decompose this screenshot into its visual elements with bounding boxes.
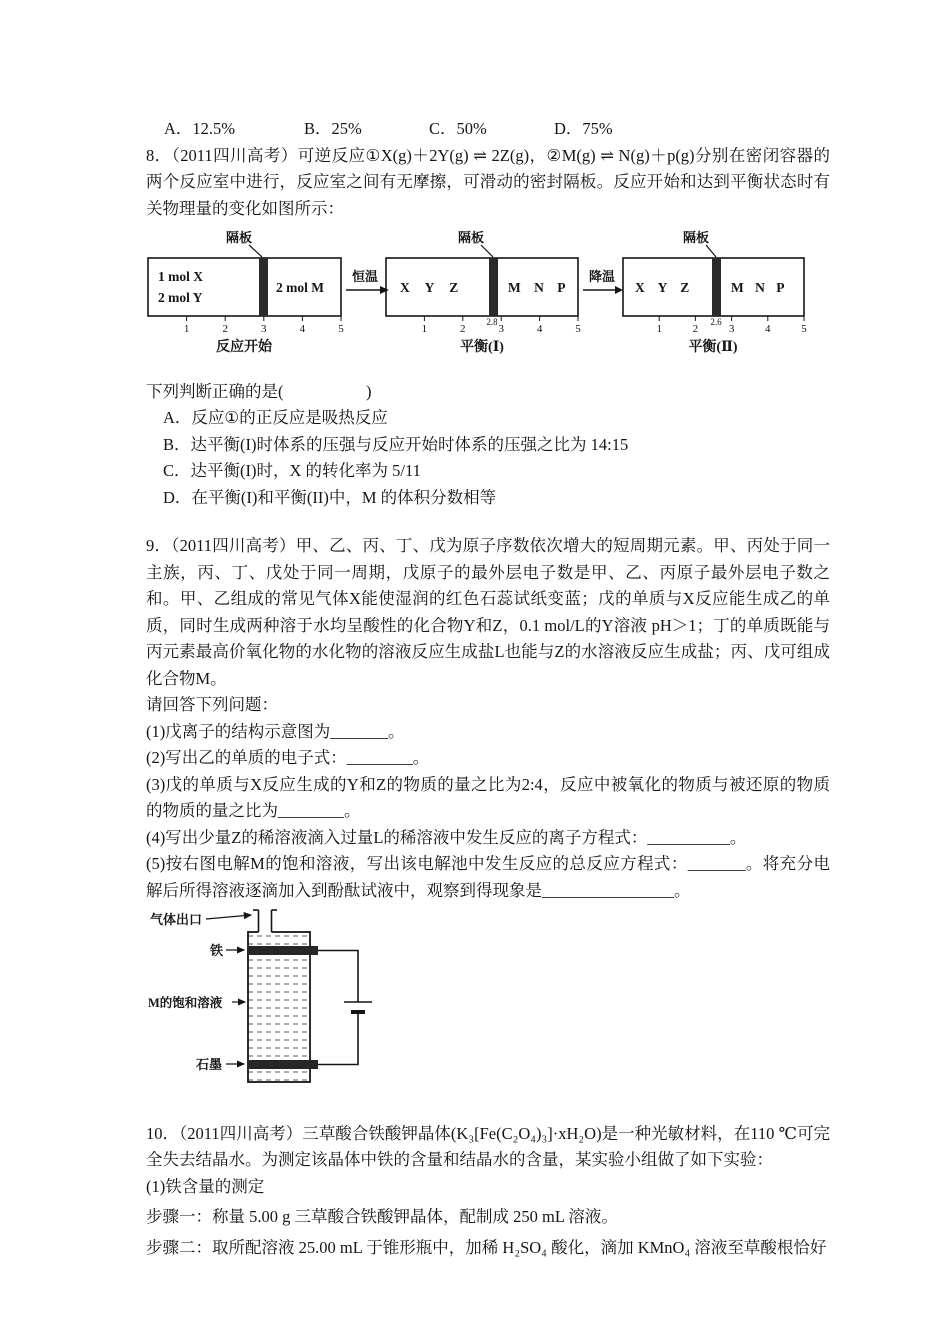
chamber-start — [148, 258, 344, 355]
svg-text:X Y Z: X Y Z — [400, 280, 465, 295]
svg-text:4: 4 — [765, 323, 771, 335]
q8-diagram — [146, 228, 830, 377]
svg-text:1: 1 — [183, 323, 190, 335]
svg-text:M N P: M N P — [731, 280, 789, 295]
prev-option-a: A．12.5% — [164, 119, 236, 138]
electrolysis-cell-figure — [148, 908, 398, 1098]
q9-stem: 9．（2011四川高考）甲、乙、丙、丁、戊为原子序数依次增大的短周期元素。甲、丙处于同一主族，丙、丁、戊处于同一周期，戊原子的最外层电子数是甲、乙、丙原子最外层电子数之和。甲、乙组成的常见气体X能使湿润的红色石蕊试纸变蓝；戊的单质与X反应能生成乙的单质，同时生成两种溶于水均呈酸性的化合物Y和Z，0.1 mol/L的Y溶液 pH＞1；丁的单质既能与丙元素最高价氧化物的水化物的溶液反应生成盐L也能与Z的水溶液反应生成盐；丙、戊可组成化合物M。 — [146, 536, 830, 688]
svg-text:2: 2 — [692, 323, 699, 335]
graphite-label — [196, 1057, 244, 1072]
gas-outlet-tube — [259, 910, 272, 933]
reaction-chambers-figure — [146, 228, 810, 368]
graphite-electrode — [249, 1060, 318, 1069]
svg-text:1 mol X: 1 mol X — [158, 269, 203, 284]
svg-text:气体出口: 气体出口 — [150, 912, 203, 927]
q8-option-c: C．达平衡(I)时，X 的转化率为 5/11 — [163, 461, 421, 480]
electrolysis-vessel — [248, 910, 310, 1082]
q10-steps — [146, 1204, 830, 1261]
prev-option-b: B．25% — [304, 119, 362, 138]
svg-text:铁: 铁 — [210, 943, 224, 958]
q9-subq1: (1)戊离子的结构示意图为_______。 — [146, 721, 405, 741]
gas-outlet-label — [150, 912, 251, 927]
q9-subq3: (3)戊的单质与X反应生成的Y和Z的物质的量之比为2:4，反应中被氧化的物质与被还原的物质的物质的量之比为________。 — [146, 774, 830, 820]
q9-diagram — [148, 908, 830, 1107]
svg-text:隔板: 隔板 — [226, 230, 253, 245]
svg-text:4: 4 — [536, 323, 543, 335]
svg-text:X Y Z: X Y Z — [635, 280, 695, 295]
chamber-start-caption: 反应开始 — [216, 340, 272, 355]
equilibrium-1-caption: 平衡(Ⅰ) — [460, 340, 504, 355]
svg-text:M N P: M N P — [508, 280, 571, 295]
partition-position-2: 2.6 — [710, 317, 722, 327]
q10-step2: 步骤二：取所配溶液 25.00 mL 于锥形瓶中，加稀 H₂SO₄ 酸化，滴加 KMnO₄ 溶液至草酸根恰好 — [146, 1237, 827, 1257]
prev-option-c: C．50% — [429, 119, 487, 138]
q9-subq4: (4)写出少量Z的稀溶液滴入过量L的稀溶液中发生反应的离子方程式：__________。 — [146, 827, 747, 847]
svg-text:M的饱和溶液: M的饱和溶液 — [148, 996, 223, 1010]
svg-text:3: 3 — [498, 323, 504, 335]
solution-label — [148, 995, 245, 1010]
svg-text:2: 2 — [222, 323, 228, 335]
svg-text:2: 2 — [460, 323, 466, 335]
svg-text:石墨: 石墨 — [196, 1057, 223, 1072]
chamber-equilibrium-1 — [386, 258, 581, 355]
q10-stem: 10．（2011四川高考）三草酸合铁酸钾晶体(K₃[Fe(C₂O₄)₃]·xH₂O)是一种光敏材料，在110 ℃可完全失去结晶水。为测定该晶体中铁的含量和结晶水的含量，某实验小组做了如下实验： — [146, 1123, 830, 1169]
cooling-arrow — [583, 269, 623, 294]
q10-part1-title: (1)铁含量的测定 — [146, 1176, 265, 1196]
prev-option-d: D．75% — [554, 119, 613, 138]
movable-partition — [489, 258, 498, 316]
svg-text:5: 5 — [801, 323, 807, 335]
svg-text:5: 5 — [575, 323, 581, 335]
q10-step1: 步骤一：称量 5.00 g 三草酸合铁酸钾晶体，配制成 250 mL 溶液。 — [146, 1207, 618, 1226]
partition-label-2 — [458, 230, 493, 257]
svg-text:隔板: 隔板 — [458, 230, 485, 245]
svg-text:恒温: 恒温 — [351, 269, 379, 284]
svg-text:3: 3 — [728, 323, 735, 335]
q8-stem: 8．（2011四川高考）可逆反应①X(g)＋2Y(g) ⇌ 2Z(g)，②M(g) ⇌ N(g)＋p(g)分别在密闭容器的两个反应室中进行，反应室之间有无摩擦，可滑动的密封隔板。反应开始和达到平衡状态时有关物理量的变化如图所示： — [146, 145, 830, 218]
partition-label-3 — [683, 230, 716, 257]
q8-option-a: A．反应①的正反应是吸热反应 — [163, 408, 388, 427]
partition-position-1: 2.8 — [486, 317, 498, 327]
circuit-wires — [318, 951, 358, 1065]
q8-option-d: D．在平衡(I)和平衡(II)中，M 的体积分数相等 — [163, 487, 497, 507]
q9-subq2: (2)写出乙的单质的电子式：________。 — [146, 748, 430, 767]
constant-temperature-arrow — [346, 269, 389, 294]
partition-label-1 — [226, 230, 262, 257]
svg-text:2 mol M: 2 mol M — [276, 280, 324, 295]
iron-electrode — [249, 946, 318, 955]
q8-question: 下列判断正确的是( ) — [146, 381, 372, 401]
prev-question-options — [164, 116, 830, 143]
power-source-symbol — [344, 1002, 372, 1012]
chamber-equilibrium-2 — [623, 258, 807, 355]
svg-text:4: 4 — [299, 323, 306, 335]
equilibrium-2-caption: 平衡(Ⅱ) — [688, 340, 738, 355]
svg-text:5: 5 — [338, 323, 344, 335]
q9-subq5: (5)按右图电解M的饱和溶液，写出该电解池中发生反应的总反应方程式：_______。将充分电解后所得溶液逐滴加入到酚酞试液中，观察到得现象是________________。 — [146, 854, 830, 900]
movable-partition — [712, 258, 721, 316]
svg-text:1: 1 — [656, 323, 662, 335]
svg-text:3: 3 — [261, 323, 267, 335]
q8-option-b: B．达平衡(I)时体系的压强与反应开始时体系的压强之比为 14:15 — [163, 434, 629, 454]
svg-text:降温: 降温 — [588, 269, 616, 284]
svg-text:隔板: 隔板 — [683, 230, 710, 245]
svg-text:2 mol Y: 2 mol Y — [158, 290, 203, 305]
iron-label — [209, 943, 244, 958]
q9-prompt: 请回答下列问题： — [146, 695, 278, 714]
svg-text:1: 1 — [421, 323, 428, 335]
movable-partition — [259, 258, 268, 316]
